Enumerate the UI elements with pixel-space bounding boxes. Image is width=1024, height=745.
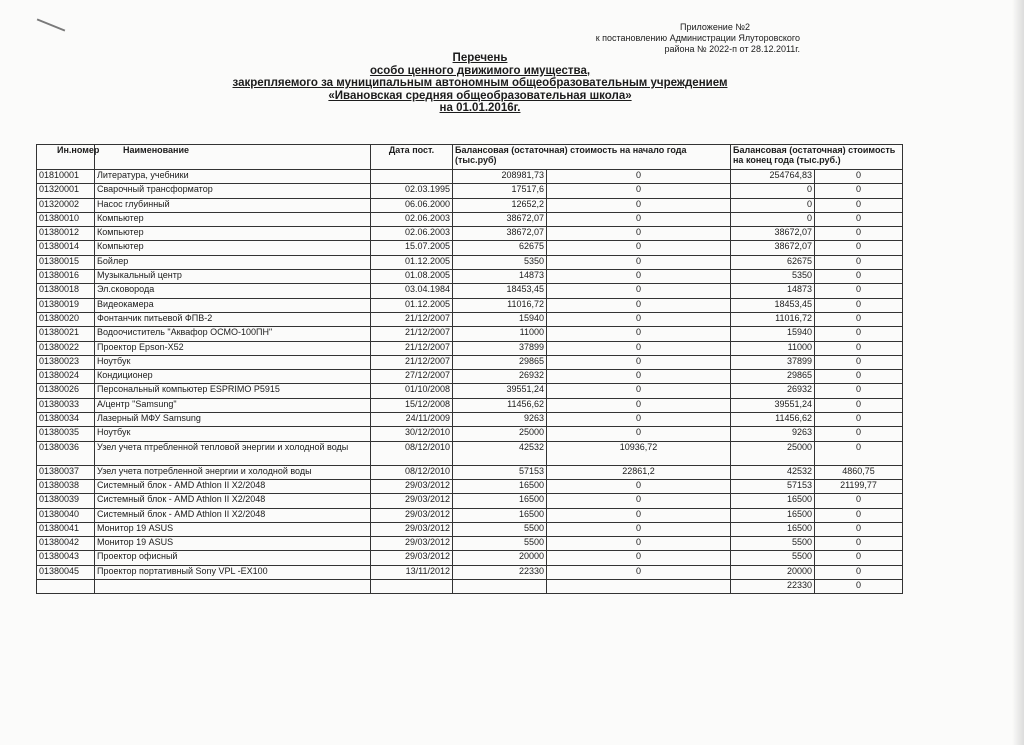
title-line-3: закрепляемого за муниципальным автономным общеобразовательным учреждением: [232, 77, 728, 90]
cell-name: Проектор портативный Sony VPL -EX100: [95, 565, 371, 579]
cell-inventory-number: 01380022: [37, 341, 95, 355]
header-inventory-number: Ин.номер: [37, 145, 95, 170]
table-row: [37, 441, 903, 465]
cell-date: 29/03/2012: [371, 522, 453, 536]
cell-end-value: 14873: [731, 284, 815, 298]
cell-date: 08/12/2010: [371, 441, 453, 465]
cell-end-value: 11000: [731, 341, 815, 355]
cell-date: 29/03/2012: [371, 479, 453, 493]
inventory-table: [36, 144, 903, 594]
table-row: [37, 537, 903, 551]
appendix-line-1: Приложение №2: [680, 22, 750, 32]
cell-date: [371, 170, 453, 184]
cell-name: [95, 580, 371, 594]
cell-end-value: 18453,45: [731, 298, 815, 312]
cell-date: 29/03/2012: [371, 537, 453, 551]
table-row: [37, 565, 903, 579]
cell-inventory-number: 01380023: [37, 355, 95, 369]
cell-inventory-number: 01380026: [37, 384, 95, 398]
cell-end-residual: 0: [815, 508, 903, 522]
cell-end-value: 5350: [731, 270, 815, 284]
cell-inventory-number: 01380037: [37, 465, 95, 479]
table-row: [37, 312, 903, 326]
table-row: [37, 270, 903, 284]
cell-end-value: 26932: [731, 384, 815, 398]
cell-end-residual: 0: [815, 370, 903, 384]
table-row: [37, 298, 903, 312]
cell-inventory-number: 01380021: [37, 327, 95, 341]
table-row: [37, 184, 903, 198]
cell-inventory-number: 01380012: [37, 227, 95, 241]
cell-date: 13/11/2012: [371, 565, 453, 579]
cell-end-residual: 0: [815, 184, 903, 198]
cell-begin-value: 12652,2: [453, 198, 547, 212]
cell-name: Водоочиститель "Аквафор ОСМО-100ПН": [95, 327, 371, 341]
cell-begin-residual: 0: [547, 241, 731, 255]
table-row: [37, 465, 903, 479]
cell-end-value: 16500: [731, 508, 815, 522]
cell-begin-value: 25000: [453, 427, 547, 441]
cell-date: 02.06.2003: [371, 227, 453, 241]
cell-end-residual: 0: [815, 537, 903, 551]
cell-name: Компьютер: [95, 212, 371, 226]
cell-end-residual: 4860,75: [815, 465, 903, 479]
cell-name: Узел учета потребленной энергии и холодной воды: [95, 465, 371, 479]
cell-inventory-number: 01380039: [37, 494, 95, 508]
cell-begin-residual: 0: [547, 355, 731, 369]
cell-end-value: 38672,07: [731, 227, 815, 241]
cell-end-residual: 0: [815, 227, 903, 241]
cell-end-value: 20000: [731, 565, 815, 579]
cell-begin-value: 17517,6: [453, 184, 547, 198]
cell-end-residual: 0: [815, 441, 903, 465]
cell-end-value: 9263: [731, 427, 815, 441]
cell-name: Монитор 19 ASUS: [95, 522, 371, 536]
table-body: [37, 170, 903, 594]
cell-date: 21/12/2007: [371, 355, 453, 369]
cell-begin-value: 22330: [453, 565, 547, 579]
cell-begin-value: 11456,62: [453, 398, 547, 412]
table-header-row: [37, 145, 903, 170]
cell-inventory-number: 01380042: [37, 537, 95, 551]
cell-inventory-number: 01380018: [37, 284, 95, 298]
document-title: [180, 52, 780, 115]
cell-end-value: 0: [731, 198, 815, 212]
cell-name: Персональный компьютер ESPRIMO P5915: [95, 384, 371, 398]
cell-inventory-number: 01380033: [37, 398, 95, 412]
table-row: [37, 551, 903, 565]
cell-name: Кондиционер: [95, 370, 371, 384]
cell-begin-residual: 0: [547, 494, 731, 508]
cell-begin-value: 208981,73: [453, 170, 547, 184]
cell-end-value: 57153: [731, 479, 815, 493]
cell-inventory-number: 01380035: [37, 427, 95, 441]
table-row: [37, 284, 903, 298]
cell-name: Видеокамера: [95, 298, 371, 312]
cell-end-value: 0: [731, 184, 815, 198]
cell-begin-value: 20000: [453, 551, 547, 565]
table-row: [37, 427, 903, 441]
cell-date: 01/10/2008: [371, 384, 453, 398]
cell-begin-residual: 0: [547, 522, 731, 536]
cell-date: 21/12/2007: [371, 341, 453, 355]
cell-end-residual: 0: [815, 327, 903, 341]
cell-end-residual: 0: [815, 551, 903, 565]
cell-end-residual: 0: [815, 341, 903, 355]
cell-begin-residual: 0: [547, 384, 731, 398]
cell-begin-residual: 0: [547, 398, 731, 412]
cell-end-value: 0: [731, 212, 815, 226]
cell-begin-value: 42532: [453, 441, 547, 465]
title-line-5: на 01.01.2016г.: [439, 102, 521, 115]
cell-inventory-number: 01320001: [37, 184, 95, 198]
cell-begin-residual: 0: [547, 427, 731, 441]
cell-name: Системный блок - AMD Athlon II X2/2048: [95, 508, 371, 522]
title-line-4: «Ивановская средняя общеобразовательная школа»: [328, 89, 632, 102]
cell-end-residual: 0: [815, 298, 903, 312]
table-row: [37, 398, 903, 412]
cell-end-value: 25000: [731, 441, 815, 465]
cell-name: Фонтанчик питьевой ФПВ-2: [95, 312, 371, 326]
cell-date: [371, 580, 453, 594]
cell-inventory-number: [37, 580, 95, 594]
cell-begin-residual: 0: [547, 227, 731, 241]
cell-end-value: 11456,62: [731, 413, 815, 427]
cell-date: 02.06.2003: [371, 212, 453, 226]
cell-begin-value: 37899: [453, 341, 547, 355]
cell-begin-value: 38672,07: [453, 212, 547, 226]
cell-begin-value: 18453,45: [453, 284, 547, 298]
cell-end-residual: 0: [815, 494, 903, 508]
cell-begin-residual: 0: [547, 551, 731, 565]
cell-date: 03.04.1984: [371, 284, 453, 298]
cell-date: 01.12.2005: [371, 255, 453, 269]
cell-begin-value: 16500: [453, 508, 547, 522]
cell-end-residual: 0: [815, 580, 903, 594]
cell-begin-residual: 22861,2: [547, 465, 731, 479]
cell-begin-residual: 0: [547, 270, 731, 284]
table-row: [37, 413, 903, 427]
cell-name: А/центр "Samsung": [95, 398, 371, 412]
cell-date: 02.03.1995: [371, 184, 453, 198]
header-name: Наименование: [95, 145, 371, 170]
cell-begin-residual: 0: [547, 565, 731, 579]
cell-name: Системный блок - AMD Athlon II X2/2048: [95, 494, 371, 508]
cell-begin-residual: 0: [547, 298, 731, 312]
cell-inventory-number: 01380043: [37, 551, 95, 565]
cell-name: Ноутбук: [95, 427, 371, 441]
cell-inventory-number: 01380024: [37, 370, 95, 384]
cell-name: Литература, учебники: [95, 170, 371, 184]
title-line-2: особо ценного движимого имущества,: [369, 64, 591, 77]
cell-begin-value: 16500: [453, 479, 547, 493]
cell-inventory-number: 01380010: [37, 212, 95, 226]
cell-end-value: 22330: [731, 580, 815, 594]
cell-end-value: 37899: [731, 355, 815, 369]
cell-date: 21/12/2007: [371, 327, 453, 341]
cell-begin-value: 62675: [453, 241, 547, 255]
cell-end-residual: 0: [815, 284, 903, 298]
cell-end-value: 29865: [731, 370, 815, 384]
cell-inventory-number: 01380034: [37, 413, 95, 427]
cell-name: Компьютер: [95, 241, 371, 255]
header-begin-balance: Балансовая (остаточная) стоимость на начало года (тыс.руб): [453, 145, 731, 170]
cell-inventory-number: 01380016: [37, 270, 95, 284]
cell-inventory-number: 01380045: [37, 565, 95, 579]
cell-name: Компьютер: [95, 227, 371, 241]
table-row: [37, 241, 903, 255]
cell-inventory-number: 01380038: [37, 479, 95, 493]
cell-end-value: 62675: [731, 255, 815, 269]
cell-begin-value: 39551,24: [453, 384, 547, 398]
table-row: [37, 494, 903, 508]
cell-name: Проектор офисный: [95, 551, 371, 565]
cell-begin-value: 57153: [453, 465, 547, 479]
cell-begin-residual: 0: [547, 341, 731, 355]
cell-begin-value: 29865: [453, 355, 547, 369]
table-row: [37, 341, 903, 355]
cell-inventory-number: 01810001: [37, 170, 95, 184]
cell-inventory-number: 01380015: [37, 255, 95, 269]
cell-begin-residual: 0: [547, 312, 731, 326]
cell-date: 29/03/2012: [371, 551, 453, 565]
appendix-line-2: к постановлению Администрации Ялуторовского: [595, 33, 800, 43]
appendix-note: [560, 22, 800, 55]
cell-name: Сварочный трансформатор: [95, 184, 371, 198]
cell-begin-residual: 0: [547, 327, 731, 341]
cell-begin-residual: 10936,72: [547, 441, 731, 465]
cell-begin-residual: 0: [547, 212, 731, 226]
cell-begin-residual: 0: [547, 284, 731, 298]
cell-begin-value: 14873: [453, 270, 547, 284]
table-row: [37, 198, 903, 212]
cell-begin-value: 26932: [453, 370, 547, 384]
table-row: [37, 227, 903, 241]
cell-begin-value: [453, 580, 547, 594]
cell-date: 08/12/2010: [371, 465, 453, 479]
header-date: Дата пост.: [371, 145, 453, 170]
cell-end-residual: 0: [815, 522, 903, 536]
cell-date: 21/12/2007: [371, 312, 453, 326]
cell-end-residual: 0: [815, 312, 903, 326]
table-row: [37, 170, 903, 184]
cell-date: 27/12/2007: [371, 370, 453, 384]
cell-begin-residual: 0: [547, 198, 731, 212]
cell-date: 29/03/2012: [371, 508, 453, 522]
cell-begin-value: 15940: [453, 312, 547, 326]
cell-end-value: 42532: [731, 465, 815, 479]
cell-inventory-number: 01380041: [37, 522, 95, 536]
table-row: [37, 327, 903, 341]
pen-mark: [37, 18, 66, 31]
cell-begin-residual: 0: [547, 170, 731, 184]
cell-end-residual: 0: [815, 198, 903, 212]
table-row: [37, 522, 903, 536]
cell-begin-value: 9263: [453, 413, 547, 427]
cell-end-value: 5500: [731, 551, 815, 565]
cell-date: 15.07.2005: [371, 241, 453, 255]
cell-name: Узел учета птребленной тепловой энергии и холодной воды: [95, 441, 371, 465]
table-row: [37, 255, 903, 269]
cell-begin-value: 5500: [453, 537, 547, 551]
cell-begin-residual: 0: [547, 184, 731, 198]
cell-end-residual: 0: [815, 270, 903, 284]
title-line-1: Перечень: [452, 52, 508, 64]
cell-end-value: 39551,24: [731, 398, 815, 412]
cell-end-residual: 0: [815, 427, 903, 441]
cell-inventory-number: 01380020: [37, 312, 95, 326]
cell-end-residual: 0: [815, 384, 903, 398]
appendix-line-3: района № 2022-п от 28.12.2011г.: [664, 44, 800, 54]
cell-begin-residual: 0: [547, 255, 731, 269]
cell-date: 29/03/2012: [371, 494, 453, 508]
cell-inventory-number: 01380014: [37, 241, 95, 255]
cell-name: Ноутбук: [95, 355, 371, 369]
cell-begin-value: 11000: [453, 327, 547, 341]
cell-end-residual: 0: [815, 255, 903, 269]
cell-end-value: 16500: [731, 494, 815, 508]
cell-name: Насос глубинный: [95, 198, 371, 212]
cell-name: Монитор 19 ASUS: [95, 537, 371, 551]
cell-date: 24/11/2009: [371, 413, 453, 427]
cell-name: Музыкальный центр: [95, 270, 371, 284]
cell-date: 30/12/2010: [371, 427, 453, 441]
cell-name: Лазерный МФУ Samsung: [95, 413, 371, 427]
cell-begin-residual: 0: [547, 508, 731, 522]
cell-date: 01.12.2005: [371, 298, 453, 312]
cell-end-value: 5500: [731, 537, 815, 551]
cell-end-residual: 0: [815, 241, 903, 255]
cell-begin-value: 5350: [453, 255, 547, 269]
table-row: [37, 508, 903, 522]
cell-begin-residual: 0: [547, 537, 731, 551]
cell-inventory-number: 01380040: [37, 508, 95, 522]
cell-begin-value: 5500: [453, 522, 547, 536]
cell-inventory-number: 01320002: [37, 198, 95, 212]
header-end-balance: Балансовая (остаточная) стоимость на конец года (тыс.руб.): [731, 145, 903, 170]
cell-begin-residual: 0: [547, 370, 731, 384]
cell-end-residual: 21199,77: [815, 479, 903, 493]
cell-end-residual: 0: [815, 212, 903, 226]
cell-end-value: 15940: [731, 327, 815, 341]
table-row: [37, 370, 903, 384]
cell-begin-residual: 0: [547, 413, 731, 427]
cell-begin-residual: [547, 580, 731, 594]
cell-date: 15/12/2008: [371, 398, 453, 412]
cell-end-value: 11016,72: [731, 312, 815, 326]
cell-end-residual: 0: [815, 170, 903, 184]
cell-inventory-number: 01380019: [37, 298, 95, 312]
cell-end-value: 254764,83: [731, 170, 815, 184]
cell-end-residual: 0: [815, 413, 903, 427]
table-row: [37, 384, 903, 398]
cell-begin-value: 16500: [453, 494, 547, 508]
cell-date: 06.06.2000: [371, 198, 453, 212]
table-row: [37, 580, 903, 594]
table-row: [37, 479, 903, 493]
table-row: [37, 355, 903, 369]
cell-end-residual: 0: [815, 565, 903, 579]
cell-name: Проектор Epson-X52: [95, 341, 371, 355]
cell-begin-value: 38672,07: [453, 227, 547, 241]
cell-end-value: 38672,07: [731, 241, 815, 255]
table-row: [37, 212, 903, 226]
cell-end-residual: 0: [815, 398, 903, 412]
cell-inventory-number: 01380036: [37, 441, 95, 465]
cell-begin-value: 11016,72: [453, 298, 547, 312]
cell-end-value: 16500: [731, 522, 815, 536]
cell-date: 01.08.2005: [371, 270, 453, 284]
cell-name: Системный блок - AMD Athlon II X2/2048: [95, 479, 371, 493]
scan-edge-shadow: [1012, 0, 1024, 745]
cell-end-residual: 0: [815, 355, 903, 369]
cell-begin-residual: 0: [547, 479, 731, 493]
cell-name: Эл.сковорода: [95, 284, 371, 298]
cell-name: Бойлер: [95, 255, 371, 269]
